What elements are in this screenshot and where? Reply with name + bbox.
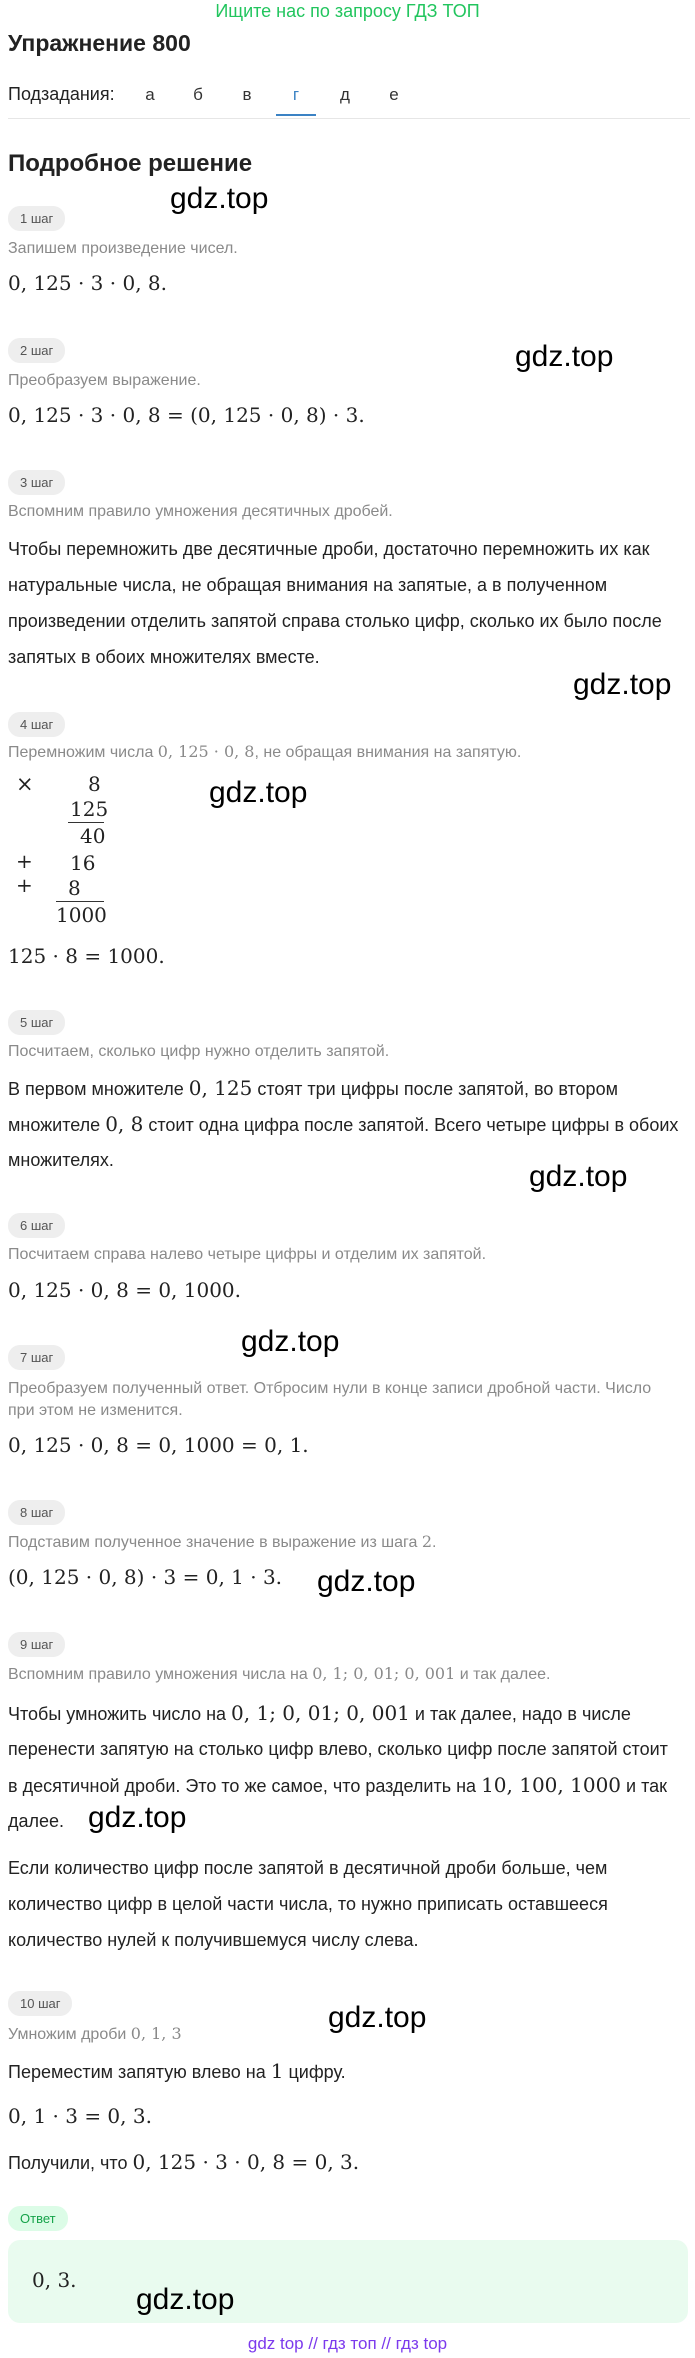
tab-e[interactable]: е bbox=[389, 85, 399, 104]
text-part: Получили, что bbox=[8, 2153, 133, 2173]
step-text-line bbox=[8, 2053, 346, 2090]
step-badge: 4 шаг bbox=[8, 712, 65, 737]
watermark: gdz.top bbox=[88, 1801, 187, 1834]
step-hint: при этом не изменится. bbox=[8, 1402, 183, 1419]
text-part: цифру. bbox=[283, 2062, 346, 2082]
watermark: gdz.top bbox=[529, 1160, 628, 1193]
subtask-label: Подзадания: bbox=[8, 84, 115, 104]
hint-text: Перемножим числа bbox=[8, 744, 158, 761]
column-operand-b: 125 bbox=[70, 797, 109, 821]
step-badge: 5 шаг bbox=[8, 1010, 65, 1035]
footer-links bbox=[0, 2334, 695, 2354]
text-part: и так далее, надо в числе bbox=[409, 1704, 631, 1724]
step-badge: 10 шаг bbox=[8, 1991, 72, 2016]
step-formula: 125 · 8 = 1000. bbox=[8, 944, 165, 968]
text-part: стоит одна цифра после запятой. Всего четыре цифры в обоих bbox=[143, 1115, 679, 1135]
step-text-line bbox=[8, 1695, 631, 1732]
answer-box bbox=[8, 2240, 688, 2323]
column-partial: 8 bbox=[68, 876, 81, 900]
watermark: gdz.top bbox=[241, 1325, 340, 1358]
tab-g[interactable]: г bbox=[276, 80, 316, 116]
text-part: Переместим запятую влево на bbox=[8, 2062, 271, 2082]
watermark: gdz.top bbox=[170, 182, 269, 215]
inline-formula: 0, 1; 0, 01; 0, 001 bbox=[231, 1701, 410, 1725]
step-text-line bbox=[8, 1767, 667, 1804]
watermark: gdz.top bbox=[573, 668, 672, 701]
step-text-line: натуральные числа, не обращая внимания на запятые, а в полученном bbox=[8, 575, 608, 595]
step-badge: 2 шаг bbox=[8, 338, 65, 363]
step-text-line: далее. bbox=[8, 1811, 65, 1831]
step-formula: 0, 125 · 3 · 0, 8 = (0, 125 · 0, 8) · 3. bbox=[8, 403, 365, 427]
column-operand-a: 8 bbox=[88, 772, 101, 796]
footer-link[interactable]: гдз топ bbox=[322, 2334, 377, 2353]
step-badge: 9 шаг bbox=[8, 1632, 65, 1657]
text-part: Чтобы умножить число на bbox=[8, 1704, 232, 1724]
step-hint: Посчитаем справа налево четыре цифры и отделим их запятой. bbox=[8, 1246, 487, 1263]
step-hint: Запишем произведение чисел. bbox=[8, 240, 238, 257]
watermark: gdz.top bbox=[209, 776, 308, 809]
hint-formula: 0, 1; 0, 01; 0, 001 bbox=[312, 1664, 456, 1683]
step-text-line bbox=[8, 1070, 618, 1107]
inline-formula: 0, 125 bbox=[188, 1076, 253, 1100]
section-title: Подробное решение bbox=[8, 150, 253, 177]
hint-text: Вспомним правило умножения числа на bbox=[8, 1666, 313, 1683]
step-text-line: Если количество цифр после запятой в десятичной дроби больше, чем bbox=[8, 1858, 608, 1878]
watermark: gdz.top bbox=[328, 2001, 427, 2034]
tab-b[interactable]: б bbox=[193, 85, 203, 104]
step-hint bbox=[8, 742, 521, 762]
step-formula: 0, 125 · 0, 8 = 0, 1000. bbox=[8, 1278, 242, 1302]
step-hint: Преобразуем выражение. bbox=[8, 372, 201, 389]
tab-d[interactable]: д bbox=[340, 85, 350, 104]
inline-formula: 0, 8 bbox=[105, 1112, 144, 1136]
hint-text: и так далее. bbox=[455, 1666, 551, 1683]
text-part: в десятичной дроби. Это то же самое, что разделить на bbox=[8, 1776, 482, 1796]
footer-link[interactable]: гдз top bbox=[395, 2334, 448, 2353]
step-hint: Преобразуем полученный ответ. Отбросим нули в конце записи дробной части. Число bbox=[8, 1380, 652, 1397]
step-hint bbox=[8, 2024, 182, 2044]
column-partial: 16 bbox=[70, 851, 96, 875]
plus-sign: + bbox=[16, 849, 33, 873]
step-text-line bbox=[8, 1106, 678, 1143]
step-text-line: количество нулей к получившемуся числу слева. bbox=[8, 1930, 419, 1950]
footer-separator: // bbox=[381, 2334, 391, 2353]
watermark: gdz.top bbox=[136, 2283, 235, 2316]
hint-formula: 0, 1, 3 bbox=[130, 2024, 182, 2043]
hint-text: Умножим дроби bbox=[8, 2026, 131, 2043]
text-part: В первом множителе bbox=[8, 1079, 189, 1099]
step-hint bbox=[8, 1664, 550, 1684]
step-text-line: Чтобы перемножить две десятичные дроби, достаточно перемножить их как bbox=[8, 539, 650, 559]
step-badge: 7 шаг bbox=[8, 1345, 65, 1370]
tab-a[interactable]: а bbox=[145, 85, 155, 104]
text-part: и так bbox=[621, 1776, 667, 1796]
text-part: стоят три цифры после запятой, во втором bbox=[252, 1079, 618, 1099]
hint-formula: 0, 125 · 0, 8 bbox=[157, 742, 255, 761]
hint-text: , не обращая внимания на запятую. bbox=[254, 744, 522, 761]
subtask-tabs bbox=[8, 78, 690, 119]
column-line bbox=[68, 822, 104, 823]
search-banner: Ищите нас по запросу ГДЗ ТОП bbox=[215, 1, 480, 21]
step-text-line: перенести запятую на столько цифр влево, сколько цифр после запятой стоит bbox=[8, 1739, 668, 1759]
column-line bbox=[56, 901, 104, 902]
step-badge: 3 шаг bbox=[8, 470, 65, 495]
step-formula: 0, 125 · 0, 8 = 0, 1000 = 0, 1. bbox=[8, 1433, 309, 1457]
hint-text: . bbox=[432, 1534, 437, 1551]
step-text-line bbox=[8, 2144, 359, 2181]
column-partial: 40 bbox=[80, 824, 106, 848]
step-text-line: произведении отделить запятой справа столько цифр, сколько их было после bbox=[8, 611, 662, 631]
plus-sign: + bbox=[16, 873, 33, 897]
hint-formula: 2 bbox=[421, 1532, 433, 1551]
step-formula: 0, 125 · 3 · 0, 8. bbox=[8, 271, 168, 295]
answer-badge: Ответ bbox=[8, 2206, 68, 2231]
tab-v[interactable]: в bbox=[242, 85, 252, 104]
answer-value: 0, 3. bbox=[32, 2268, 77, 2292]
step-badge: 8 шаг bbox=[8, 1500, 65, 1525]
inline-formula: 1 bbox=[270, 2059, 284, 2083]
inline-formula: 0, 125 · 3 · 0, 8 = 0, 3. bbox=[132, 2150, 360, 2174]
step-formula: (0, 125 · 0, 8) · 3 = 0, 1 · 3. bbox=[8, 1565, 283, 1589]
watermark: gdz.top bbox=[515, 340, 614, 373]
step-text-line: запятых в обоих множителях вместе. bbox=[8, 647, 320, 667]
step-badge: 6 шаг bbox=[8, 1213, 65, 1238]
step-hint: Вспомним правило умножения десятичных дробей. bbox=[8, 503, 393, 520]
watermark: gdz.top bbox=[317, 1565, 416, 1598]
column-result: 1000 bbox=[56, 903, 107, 927]
text-part: множителе bbox=[8, 1115, 106, 1135]
hint-text: Подставим полученное значение в выражение из шага bbox=[8, 1534, 422, 1551]
step-text-line: множителях. bbox=[8, 1150, 114, 1170]
step-text-line: количество цифр в целой части числа, то нужно приписать оставшееся bbox=[8, 1894, 608, 1914]
times-sign: × bbox=[16, 772, 34, 796]
page-title: Упражнение 800 bbox=[8, 30, 191, 56]
footer-separator: // bbox=[308, 2334, 318, 2353]
step-formula: 0, 1 · 3 = 0, 3. bbox=[8, 2104, 152, 2128]
step-hint: Посчитаем, сколько цифр нужно отделить запятой. bbox=[8, 1043, 390, 1060]
footer-link[interactable]: gdz top bbox=[247, 2334, 304, 2353]
step-hint bbox=[8, 1532, 436, 1552]
inline-formula: 10, 100, 1000 bbox=[481, 1773, 622, 1797]
step-badge: 1 шаг bbox=[8, 206, 65, 231]
